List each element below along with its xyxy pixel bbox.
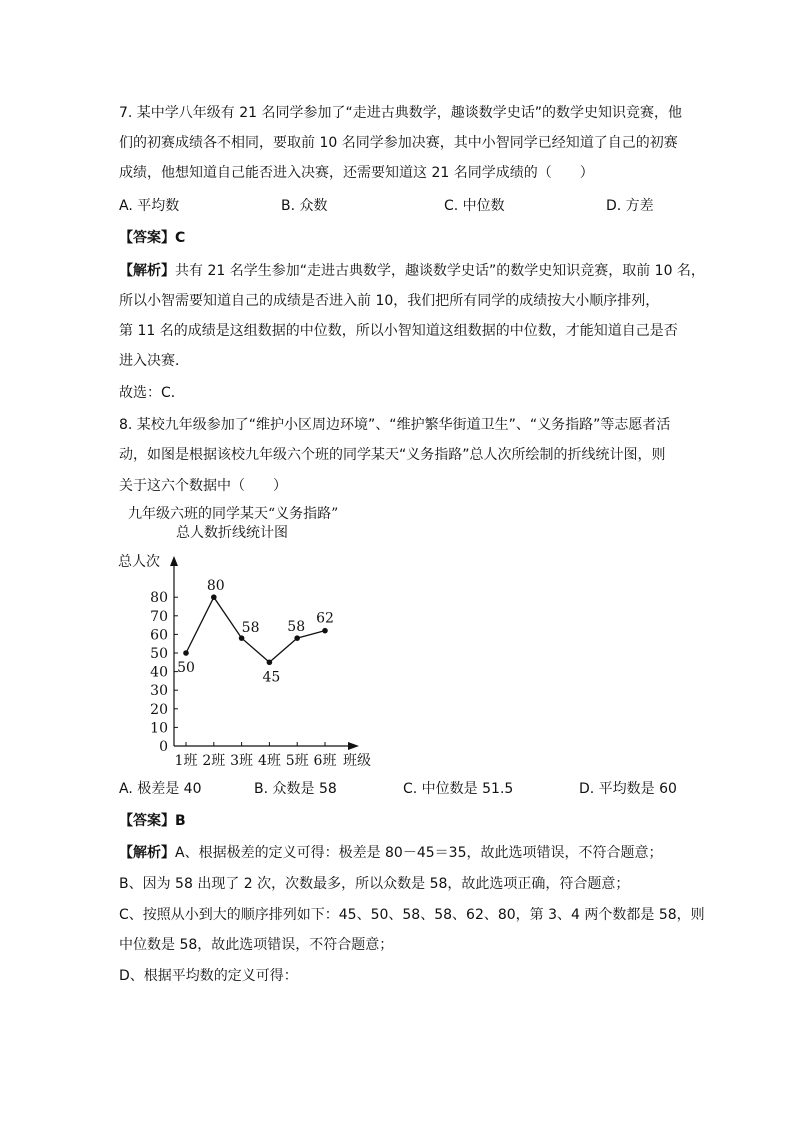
data-point [322,628,328,634]
q7-analysis-text: 共有 21 名学生参加“走进古典数学，趣谈数学史话”的数学史知识竞赛，取前 10 名， [175,263,705,279]
q7-analysis-line-2: 所以小智需要知道自己的成绩是否进入前 10，我们把所有同学的成绩按大小顺序排列， [119,293,660,309]
q7-option-a: A. 平均数 [119,198,180,214]
x-axis-label: 班级 [343,753,371,769]
q7-line-3: 成绩，他想知道自己能否进入决赛，还需要知道这 21 名同学成绩的（ ） [119,165,594,181]
q8-analysis-line-2: B、因为 58 出现了 2 次，次数最多，所以众数是 58，故此选项正确，符合题意； [119,876,630,892]
y-tick-label: 60 [150,627,168,644]
q8-analysis-line-5: D、根据平均数的定义可得： [119,968,298,984]
data-point [183,650,189,656]
y-tick-label: 80 [150,590,168,607]
y-tick-label: 20 [150,701,168,718]
data-label: 45 [262,669,281,686]
q7-option-d: D. 方差 [606,198,654,214]
data-point [267,660,273,666]
q7-line-2: 们的初赛成绩各不相同，要取前 10 名同学参加决赛，其中小智同学已经知道了自己的初赛 [119,135,678,151]
q7-option-b: B. 众数 [281,198,328,214]
x-tick-label: 2班 [202,753,226,769]
data-label: 58 [287,619,306,636]
q8-option-b: B. 众数是 58 [254,781,337,797]
q8-analysis-text: A、根据极差的定义可得：极差是 80－45＝35，故此选项错误，不符合题意； [175,845,663,861]
y-axis-arrow [170,556,178,566]
q7-analysis-tag: 【解析】 [119,263,175,279]
q8-line-3: 关于这六个数据中（ ） [119,478,287,494]
q7-option-c: C. 中位数 [444,198,505,214]
q8-option-c: C. 中位数是 51.5 [403,781,514,797]
q7-answer: 【答案】C [119,230,186,246]
q8-option-a: A. 极差是 40 [119,781,202,797]
q8-answer: 【答案】B [119,813,186,829]
x-axis-arrow [348,742,359,750]
q8-analysis-line-3: C、按照从小到大的顺序排列如下：45、50、58、58、62、80，第 3、4 两个数都是 58，则 [119,907,705,923]
q7-conclusion: 故选：C． [119,385,185,401]
q8-analysis-tag: 【解析】 [119,845,175,861]
x-tick-label: 1班 [174,753,198,769]
y-tick-label: 40 [150,664,168,681]
x-tick-label: 4班 [257,753,281,769]
q8-line-1: 8. 某校九年级参加了“维护小区周边环境”、“维护繁华街道卫生”、“义务指路”等志愿者活 [119,417,671,433]
y-tick-label: 30 [150,683,168,700]
data-label: 80 [206,578,225,595]
y-tick-label: 0 [159,739,168,755]
x-tick-label: 6班 [313,753,337,769]
data-label: 50 [177,660,195,676]
data-point [211,594,217,600]
q8-analysis-line-4: 中位数是 58，故此选项错误，不符合题意； [119,937,394,953]
y-tick-label: 50 [150,646,168,662]
q8-analysis-line-1 [119,843,662,863]
data-label: 62 [316,610,334,627]
x-tick-label: 5班 [285,753,309,769]
q8-option-d: D. 平均数是 60 [579,781,677,797]
data-point [239,635,245,641]
data-label: 58 [241,620,260,637]
q7-analysis-line-4: 进入决赛． [119,353,189,369]
q7-analysis-line-1 [119,261,705,281]
y-axis-label: 总人次 [118,554,160,570]
q7-line-1: 7. 某中学八年级有 21 名同学参加了“走进古典数学，趣谈数学史话”的数学史知识竞赛，他 [119,105,683,121]
y-tick-label: 10 [150,720,168,737]
chart-title: 九年级六班的同学某天“义务指路” [128,506,339,522]
y-tick-label: 70 [150,608,168,625]
chart-subtitle: 总人数折线统计图 [176,525,288,541]
line-chart [110,500,400,775]
q8-line-2: 动，如图是根据该校九年级六个班的同学某天“义务指路”总人次所绘制的折线统计图，则 [119,447,666,463]
data-point [294,635,300,641]
q7-analysis-line-3: 第 11 名的成绩是这组数据的中位数，所以小智知道这组数据的中位数，才能知道自己是否 [119,323,678,339]
x-tick-label: 3班 [230,753,254,769]
